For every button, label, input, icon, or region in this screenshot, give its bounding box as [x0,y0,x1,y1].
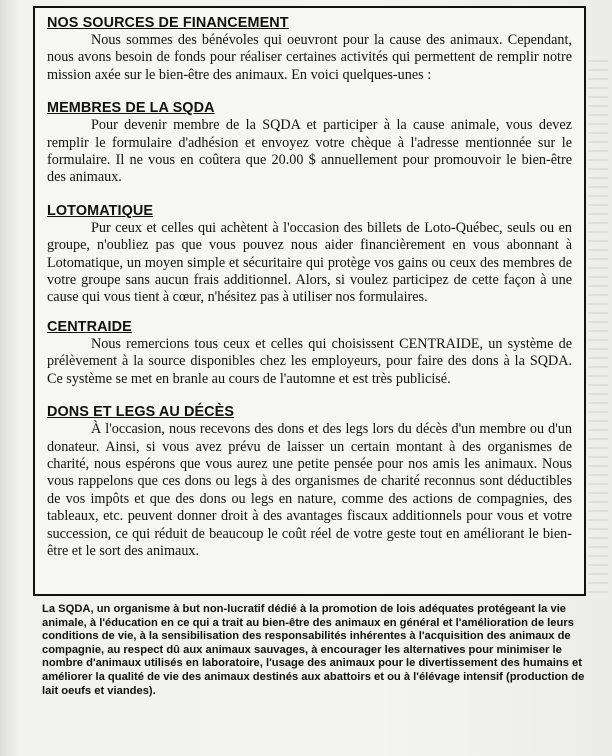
section-text: Nous sommes des bénévoles qui oeuvront pour la cause des animaux. Cependant, nous avons besoin de fonds pour réaliser certaines activités qui permettent de remplir notre mission axée sur le bien-être des animaux. En voici quelques-unes : [47,32,572,83]
section-heading: MEMBRES DE LA SQDA [47,100,215,117]
section-lotomatique [47,202,572,307]
section-heading: DONS ET LEGS AU DÉCÈS [47,404,235,421]
section-heading: NOS SOURCES DE FINANCEMENT [47,15,289,31]
section-heading: LOTOMATIQUE [47,202,154,219]
section-financement [47,14,572,84]
funding-box [33,6,586,596]
show-through-text [588,60,608,600]
section-centraide [47,318,572,388]
section-dons-legs [47,403,572,560]
mission-statement: La SQDA, un organisme à but non-lucratif dédié à la promotion de lois adéquates protégeant la vie animale, à l'éducation en ce qui a trait au bien-être des animaux en général et l'amélioration de leurs conditions de vie, à la sensibilisation des responsabilités inhérentes à l'acquisition des animaux de compagnie, au respect dû aux animaux sauvages, à encourager les alternatives pour minimiser le nombre d'animaux utilisés en laboratoire, l'usage des animaux pour le divertissement des humains et améliorer la qualité de vie des animaux destinés aux abattoirs et ou à l'élévage intensif (production de lait oeufs et viandes). [42,603,585,697]
section-text: Pour devenir membre de la SQDA et participer à la cause animale, vous devez remplir le formulaire d'adhésion et envoyez votre chèque à l'adresse mentionnée sur le formulaire. Il ne vous en coûtera que 20.00 $ annuellement pour promouvoir le bien-être des animaux. [47,117,572,186]
section-heading: CENTRAIDE [47,318,132,335]
section-text: À l'occasion, nous recevons des dons et des legs lors du décès d'un membre ou d'un donateur. Ainsi, si vous avez prévu de laisser un certain montant à des organismes de charité, nous espérons que vous aurez une petite pensée pour nos amis les animaux. Nous vous rappelons que ces dons ou legs à des organismes de charité reconnus sont déductibles de vos impôts et que des dons ou legs en nature, comme des actions de compagnies, des tableaux, etc. peuvent donner droit à des avantages fiscaux additionnels pour vous et votre succession, ce qui réduit de beaucoup le coût réel de votre geste tout en améliorant le bien-être et le sort des animaux. [47,421,572,559]
section-text: Nous remercions tous ceux et celles qui choisissent CENTRAIDE, un système de prélèvement à la source disponibles chez les employeurs, pour faire des dons à la SQDA. Ce système se met en branle au cours de l'automne et est très publicisé. [47,335,572,387]
section-membres [47,99,572,187]
section-text: Pur ceux et celles qui achètent à l'occasion des billets de Loto-Québec, seuls ou en groupe, n'oubliez pas que vous pouvez nous aider financièrement en vous abonnant à Lotomatique, un moyen simple et sécuritaire qui protège vos gains ou ceux des membres de votre groupe sans aucun frais additionnel. Alors, si voulez participez de cette façon à une cause qui vous tient à cœur, n'hésitez pas à utiliser nos formulaires. [47,219,572,306]
